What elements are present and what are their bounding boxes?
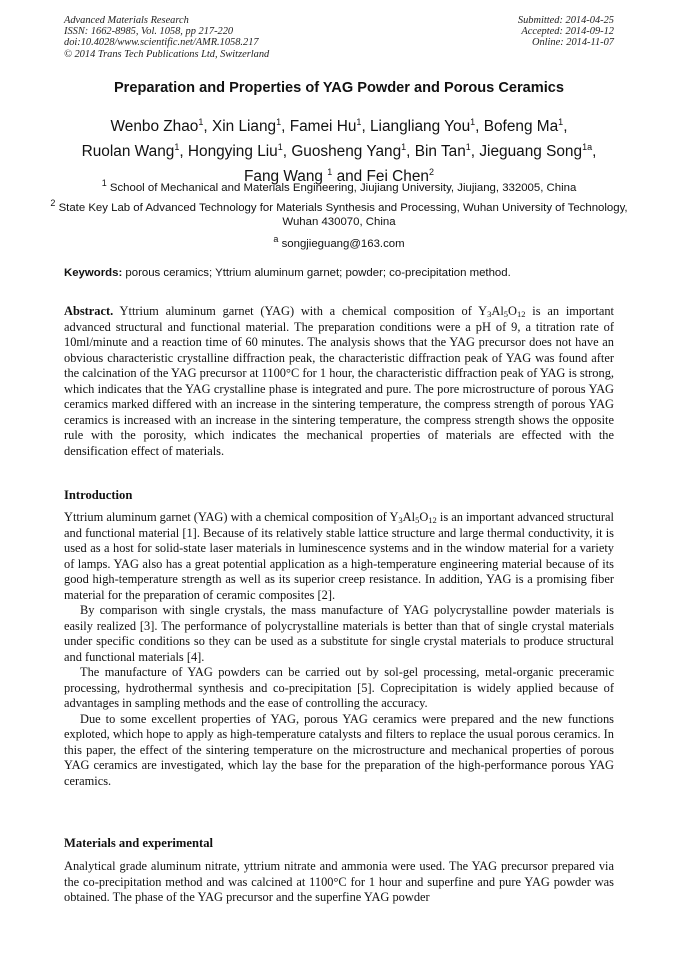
journal-header (64, 15, 269, 60)
materials-body (64, 859, 614, 906)
author: Wenbo Zhao$^1$ (110, 117, 204, 136)
submitted-date: Submitted: 2014-04-25 (517, 15, 614, 26)
author: Xin Liang$^1$ (211, 117, 282, 136)
keywords-text: porous ceramics; Yttrium aluminum garnet; powder; co-precipitation method. (125, 267, 511, 279)
online-date: Online: 2014-11-07 (531, 37, 614, 49)
journal-copyright: © 2014 Trans Tech Publications Ltd, Switzerland (64, 48, 270, 60)
author: Fang Wang $^1$ (243, 167, 333, 186)
abstract-label: Abstract. (64, 304, 114, 318)
author: Jieguang Song$^{1a}$ (479, 142, 593, 161)
journal-doi: doi:10.4028/www.scientific.net/AMR.1058.217 (64, 37, 259, 49)
introduction-heading: Introduction (64, 488, 133, 502)
accepted-date: Accepted: 2014-09-12 (521, 26, 614, 38)
journal-name: Advanced Materials Research (64, 15, 189, 26)
corresponding-email: $^a$ songjieguang@163.com (273, 234, 405, 250)
author: Ruolan Wang$^1$ (81, 142, 180, 161)
paragraph: Analytical grade aluminum nitrate, yttrium nitrate and ammonia were used. The YAG precursor prepared via the co-precipitation method and was calcined at 1100°C for 1 hour and superfine and pure YAG powder was obtained. The phase of the YAG precursor and the superfine YAG powder (64, 859, 614, 904)
affiliation-1: $^1$ School of Mechanical and Materials Engineering, Jiujiang University, Jiujiang, 332005, China (101, 178, 577, 194)
keywords-label: Keywords: (64, 267, 123, 279)
author: Hongying Liu$^1$ (187, 142, 283, 161)
dates-header (518, 15, 614, 49)
introduction-body (64, 510, 614, 789)
author: Bofeng Ma$^1$ (483, 117, 564, 136)
paragraph: By comparison with single crystals, the mass manufacture of YAG polycrystalline powder materials is easily realized [3]. The performance of polycrystalline materials is better than that of single crystal materials under specific conditions so they can be used as a substitute for single crystal materials to produce structural and functional materials [4]. (64, 603, 614, 664)
journal-issn: ISSN: 1662-8985, Vol. 1058, pp 217-220 (64, 26, 234, 38)
paragraph: Due to some excellent properties of YAG, porous YAG ceramics were prepared and the new functions exploted, which hope to apply as high-temperature catalysts and filters to replace the usual porous ceramics. In this paper, the effect of the sintering temperature on the microstructure and mechanical properties of porous YAG ceramics are investigated, which lay the base for the preparation of the high-performance porous YAG ceramics. (64, 711, 614, 788)
author: Guosheng Yang$^1$ (291, 142, 407, 161)
keywords (64, 267, 614, 279)
author-and: and (336, 168, 363, 186)
author: Liangliang You$^1$ (370, 117, 476, 136)
paper-title: Preparation and Properties of YAG Powder and Porous Ceramics (113, 80, 565, 96)
paragraph: Yttrium aluminum garnet (YAG) with a chemical composition of $Y_3Al_5O_{12}$ is an important advanced structural and functional material [1]. Because of its relatively stable lattice structure and large thermal conductivity, it is used as a host for solid-state laser materials in luminescence systems and in the window material for a variety of lamps. YAG also has a great potential application as a high-temperature engineering material because of its good high-temperature strength as well as its superior creep resistance. In addition, YAG is a promising fiber material for the preparation of ceramic composites [2]. (64, 510, 614, 602)
author: Fei Chen$^2$ (366, 167, 434, 186)
paragraph: The manufacture of YAG powders can be carried out by sol-gel processing, metal-organic preceramic processing, hydrothermal synthesis and co-precipitation [5]. Coprecipitation is widely applied because of advantages in sampling methods and the ease of controlling the accuracy. (64, 665, 614, 710)
author: Bin Tan$^1$ (414, 142, 471, 161)
materials-heading: Materials and experimental (64, 836, 213, 850)
affiliation-2: $^2$ State Key Lab of Advanced Technology for Materials Synthesis and Processing, Wuhan University of Technology, Wuhan 430070, China (50, 198, 628, 229)
author: Famei Hu$^1$ (289, 117, 362, 136)
abstract: Abstract. Yttrium aluminum garnet (YAG) with a chemical composition of $Y_3Al_5O_{12}$ is an important advanced structural and functional material. The preparation conditions were a pH of 9, a titration rate of 10ml/minute and a reaction time of 60 minutes. The analysis shows that the YAG precursor does not have an obvious characteristic crystalline diffraction peak, the characteristic diffraction peak of YAG was found after the calcination of the YAG precursor at 1100°C for 1 hour, the characteristic diffraction peak of YAG is strong, which indicates that the YAG crystalline phase is integrated and pure. The pore microstructure of porous YAG ceramics marked differed with an increase in the sintering temperature, the compress strength of porous YAG ceramics is increased with an increase in the sintering temperature, the compress strength shows the opposite rule with the porosity, which indicates the mechanical properties of materials are effected with the densification effect of materials. (64, 304, 614, 458)
author-list: Wenbo Zhao$^1$, Xin Liang$^1$, Famei Hu$^1$, Liangliang You$^1$, Bofeng Ma$^1$, Ruolan Wang$^1$, Hongying Liu$^1$, Guosheng Yang$^1$, Bin Tan$^1$, Jieguang Song$^{1a}$, Fang Wang $^1$ and Fei Chen$^2$ (81, 117, 597, 186)
